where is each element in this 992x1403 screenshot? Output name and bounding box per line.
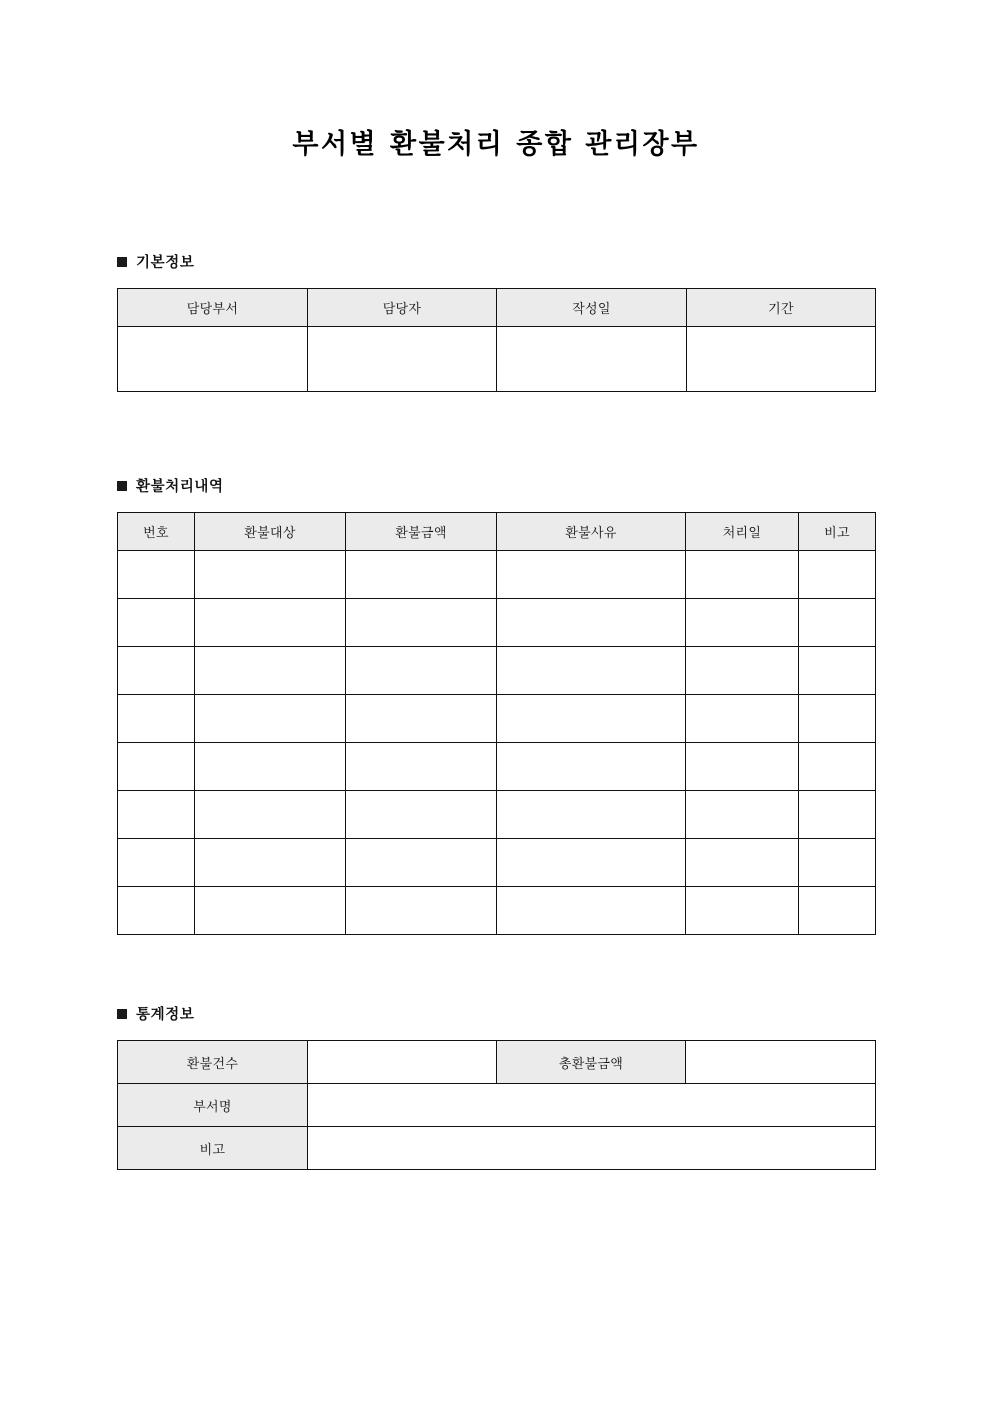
table-row [118, 327, 876, 392]
table-row [118, 839, 876, 887]
statistics-table [117, 1040, 876, 1170]
cell-process-date[interactable] [686, 599, 799, 647]
cell-number[interactable] [118, 647, 195, 695]
cell-refund-reason[interactable] [497, 695, 686, 743]
cell-remarks-value[interactable] [308, 1127, 876, 1170]
table-row [118, 695, 876, 743]
cell-process-date[interactable] [686, 551, 799, 599]
cell-refund-target[interactable] [195, 551, 346, 599]
label-remarks: 비고 [118, 1127, 308, 1170]
table-row [118, 599, 876, 647]
cell-department[interactable] [118, 327, 308, 392]
table-row [118, 743, 876, 791]
cell-refund-amount[interactable] [346, 839, 497, 887]
cell-refund-amount[interactable] [346, 695, 497, 743]
filled-square-icon [117, 1009, 127, 1019]
section-heading-statistics [117, 1003, 194, 1024]
cell-refund-amount[interactable] [346, 743, 497, 791]
basic-info-table [117, 288, 876, 392]
table-row [118, 1041, 876, 1084]
cell-process-date[interactable] [686, 743, 799, 791]
cell-refund-reason[interactable] [497, 551, 686, 599]
cell-process-date[interactable] [686, 887, 799, 935]
cell-remarks[interactable] [799, 791, 876, 839]
cell-refund-target[interactable] [195, 791, 346, 839]
cell-manager[interactable] [308, 327, 497, 392]
table-row [118, 551, 876, 599]
table-row [118, 887, 876, 935]
cell-refund-amount[interactable] [346, 599, 497, 647]
cell-remarks[interactable] [799, 695, 876, 743]
label-department-name: 부서명 [118, 1084, 308, 1127]
refund-detail-table [117, 512, 876, 935]
cell-number[interactable] [118, 551, 195, 599]
column-header-period: 기간 [687, 289, 876, 327]
label-refund-count: 환불건수 [118, 1041, 308, 1084]
cell-number[interactable] [118, 791, 195, 839]
table-header-row [118, 289, 876, 327]
page-title: 부서별 환불처리 종합 관리장부 [292, 129, 700, 160]
section-heading-basic-info [117, 251, 194, 272]
cell-refund-target[interactable] [195, 839, 346, 887]
column-header-refund-target: 환불대상 [195, 513, 346, 551]
table-row [118, 1084, 876, 1127]
cell-department-name-value[interactable] [308, 1084, 876, 1127]
table-row [118, 647, 876, 695]
section-heading-statistics-label: 통계정보 [136, 1007, 195, 1023]
column-header-created-date: 작성일 [497, 289, 687, 327]
column-header-process-date: 처리일 [686, 513, 799, 551]
column-header-remarks: 비고 [799, 513, 876, 551]
cell-refund-reason[interactable] [497, 599, 686, 647]
column-header-manager: 담당자 [308, 289, 497, 327]
cell-remarks[interactable] [799, 647, 876, 695]
cell-refund-reason[interactable] [497, 647, 686, 695]
column-header-number: 번호 [118, 513, 195, 551]
section-heading-basic-info-label: 기본정보 [136, 255, 195, 271]
cell-remarks[interactable] [799, 839, 876, 887]
cell-refund-reason[interactable] [497, 791, 686, 839]
cell-refund-amount[interactable] [346, 887, 497, 935]
cell-process-date[interactable] [686, 839, 799, 887]
cell-process-date[interactable] [686, 647, 799, 695]
section-heading-refund-detail-label: 환불처리내역 [136, 479, 224, 495]
cell-refund-target[interactable] [195, 599, 346, 647]
cell-number[interactable] [118, 887, 195, 935]
table-row [118, 791, 876, 839]
filled-square-icon [117, 257, 127, 267]
cell-process-date[interactable] [686, 695, 799, 743]
cell-period[interactable] [687, 327, 876, 392]
section-heading-refund-detail [117, 475, 224, 496]
cell-created-date[interactable] [497, 327, 687, 392]
cell-refund-target[interactable] [195, 743, 346, 791]
filled-square-icon [117, 481, 127, 491]
cell-refund-count-value[interactable] [308, 1041, 497, 1084]
cell-remarks[interactable] [799, 551, 876, 599]
cell-refund-amount[interactable] [346, 551, 497, 599]
cell-number[interactable] [118, 743, 195, 791]
cell-refund-target[interactable] [195, 695, 346, 743]
cell-remarks[interactable] [799, 743, 876, 791]
cell-refund-amount[interactable] [346, 647, 497, 695]
cell-refund-target[interactable] [195, 887, 346, 935]
cell-remarks[interactable] [799, 599, 876, 647]
label-total-refund-amount: 총환불금액 [497, 1041, 686, 1084]
column-header-refund-amount: 환불금액 [346, 513, 497, 551]
cell-remarks[interactable] [799, 887, 876, 935]
cell-refund-amount[interactable] [346, 791, 497, 839]
column-header-department: 담당부서 [118, 289, 308, 327]
cell-refund-reason[interactable] [497, 887, 686, 935]
cell-process-date[interactable] [686, 791, 799, 839]
cell-number[interactable] [118, 839, 195, 887]
table-row [118, 1127, 876, 1170]
cell-number[interactable] [118, 599, 195, 647]
cell-total-refund-amount-value[interactable] [686, 1041, 876, 1084]
table-header-row [118, 513, 876, 551]
cell-refund-reason[interactable] [497, 743, 686, 791]
cell-refund-reason[interactable] [497, 839, 686, 887]
cell-refund-target[interactable] [195, 647, 346, 695]
cell-number[interactable] [118, 695, 195, 743]
column-header-refund-reason: 환불사유 [497, 513, 686, 551]
